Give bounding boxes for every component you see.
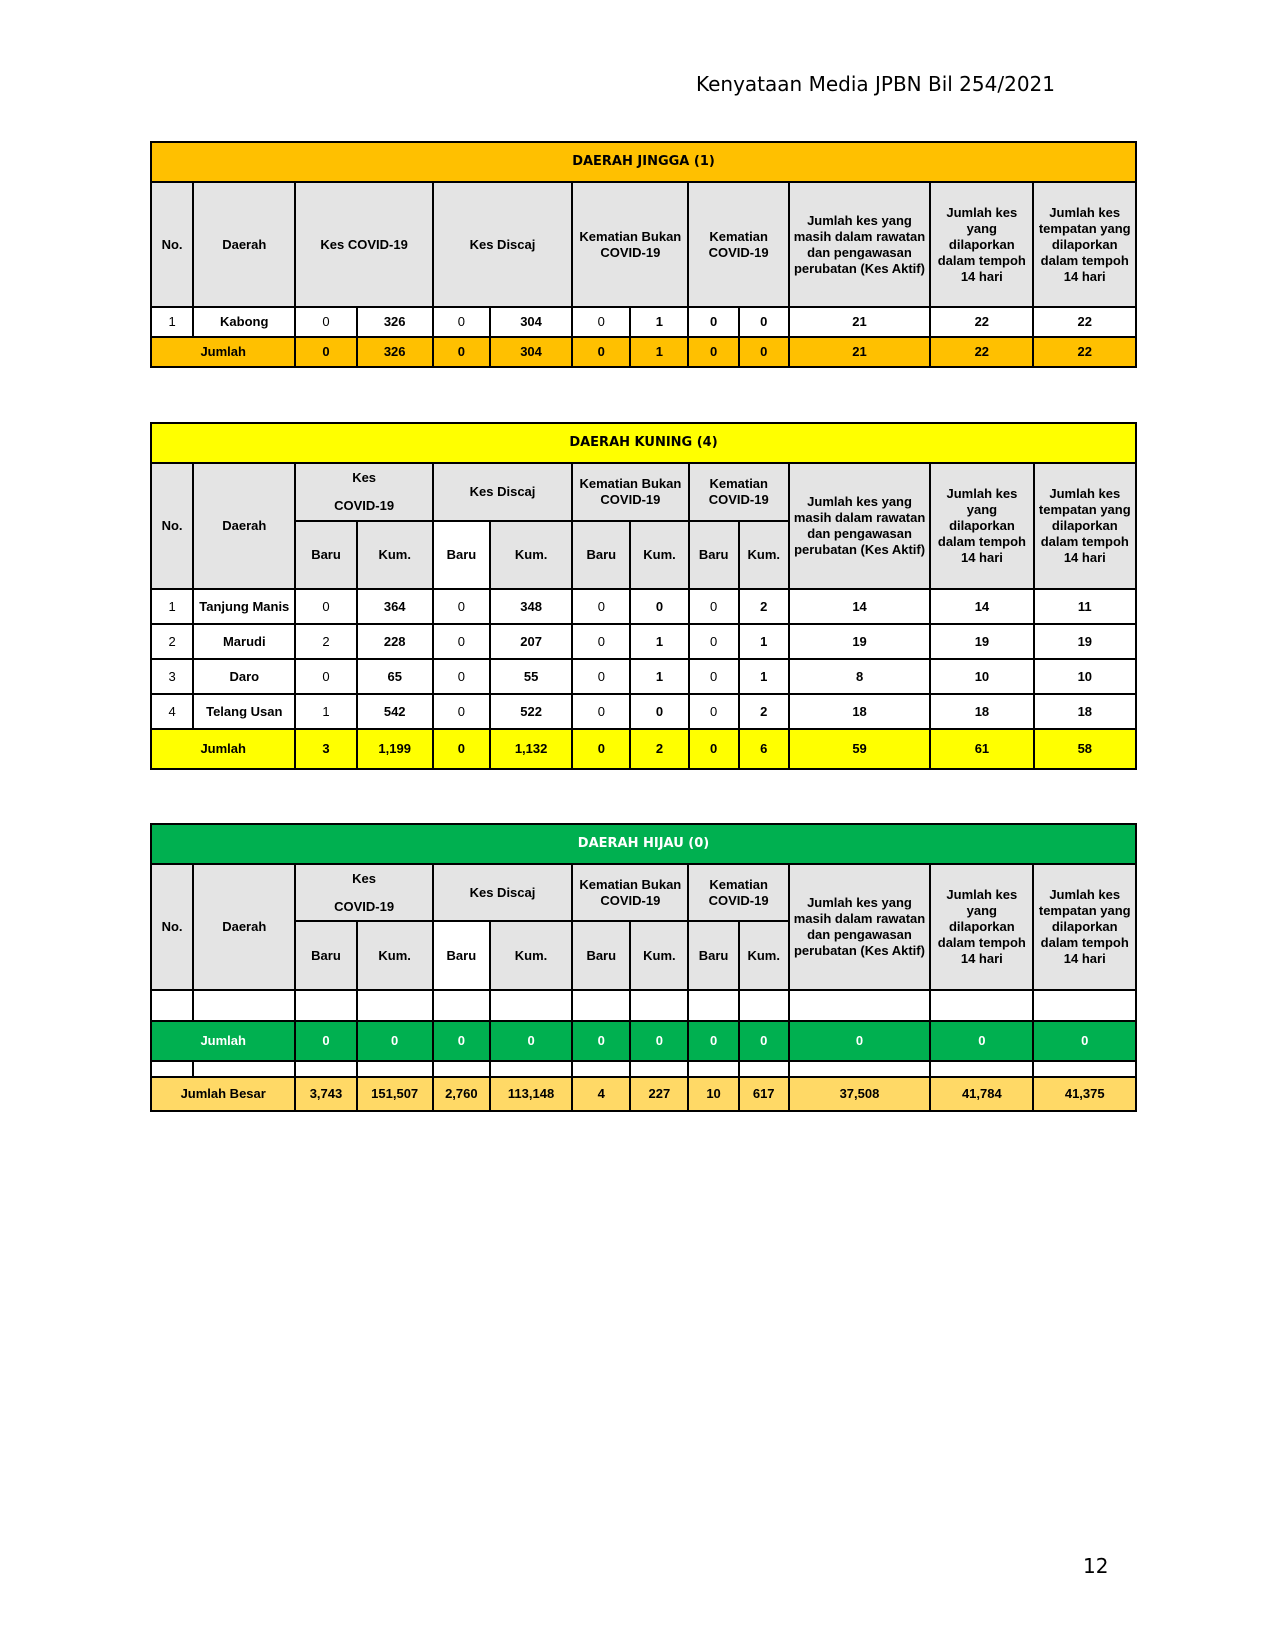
cell-kes-aktif: 8 [789, 659, 930, 694]
cell-daerah: Daro [193, 659, 295, 694]
header-tempatan-14-hari: Jumlah kes tempatan yang dilaporkan dalam tempoh 14 hari [1033, 864, 1136, 990]
cell-dilaporkan: 14 [930, 589, 1033, 624]
header-kum: Kum. [357, 521, 433, 589]
table-row [151, 659, 1136, 694]
cell-discaj-baru: 0 [433, 307, 490, 337]
total-kes-aktif: 21 [789, 337, 930, 367]
page-number: 12 [1083, 1554, 1109, 1578]
grand-kes-kum: 151,507 [357, 1077, 433, 1111]
zone-title: DAERAH JINGGA (1) [151, 142, 1136, 182]
header-kes-aktif: Jumlah kes yang masih dalam rawatan dan pengawasan perubatan (Kes Aktif) [789, 864, 930, 990]
cell-discaj-baru: 0 [433, 624, 490, 659]
header-kes-covid: Kes COVID-19 [295, 182, 432, 307]
total-kes-baru: 0 [295, 337, 356, 367]
cell-kes-kum: 65 [357, 659, 433, 694]
total-kematian-bukan-kum: 0 [630, 1021, 688, 1061]
cell-discaj-baru: 0 [433, 659, 490, 694]
total-kematian-baru: 0 [688, 1021, 738, 1061]
cell-kematian-bukan-kum: 1 [630, 659, 688, 694]
header-dilaporkan-14-hari: Jumlah kes yang dilaporkan dalam tempoh 14 hari [930, 864, 1033, 990]
cell-no: 1 [151, 589, 193, 624]
total-kematian-bukan-baru: 0 [572, 337, 630, 367]
table-row [151, 624, 1136, 659]
header-no: No. [151, 182, 193, 307]
total-kematian-baru: 0 [689, 729, 739, 769]
cell-kematian-bukan-baru: 0 [572, 694, 630, 729]
total-label: Jumlah [151, 729, 295, 769]
total-discaj-baru: 0 [433, 1021, 490, 1061]
cell-kes-baru: 0 [295, 307, 356, 337]
total-kematian-baru: 0 [688, 337, 738, 367]
cell-kes-kum: 228 [357, 624, 433, 659]
total-kes-aktif: 59 [789, 729, 930, 769]
total-dilaporkan: 22 [930, 337, 1033, 367]
header-kematian-covid: Kematian COVID-19 [688, 864, 788, 921]
cell-daerah: Marudi [193, 624, 295, 659]
cell-kematian-baru: 0 [688, 307, 738, 337]
cell-dilaporkan: 18 [930, 694, 1033, 729]
total-kes-baru: 0 [295, 1021, 356, 1061]
total-kematian-kum: 6 [739, 729, 789, 769]
table-row [151, 307, 1136, 337]
cell-kematian-kum: 1 [739, 624, 789, 659]
cell-dilaporkan: 22 [930, 307, 1033, 337]
header-kum: Kum. [630, 921, 688, 990]
cell-tempatan: 22 [1033, 307, 1136, 337]
header-baru: Baru [572, 521, 630, 589]
grand-kes-aktif: 37,508 [789, 1077, 930, 1111]
header-kes-discaj: Kes Discaj [433, 463, 572, 521]
header-kematian-bukan-covid: Kematian Bukan COVID-19 [572, 864, 688, 921]
total-row [151, 1021, 1136, 1061]
cell-kes-kum: 364 [357, 589, 433, 624]
header-kematian-bukan-covid: Kematian Bukan COVID-19 [572, 182, 688, 307]
cell-kematian-baru: 0 [689, 589, 739, 624]
total-kes-kum: 0 [357, 1021, 433, 1061]
document-header: Kenyataan Media JPBN Bil 254/2021 [695, 72, 1055, 96]
header-kes: Kes [352, 870, 377, 886]
cell-kes-baru: 2 [295, 624, 356, 659]
header-kum: Kum. [490, 521, 572, 589]
cell-daerah: Kabong [193, 307, 295, 337]
grand-kematian-bukan-kum: 227 [630, 1077, 688, 1111]
total-kematian-kum: 0 [739, 1021, 789, 1061]
header-daerah: Daerah [193, 182, 295, 307]
cell-discaj-kum: 522 [490, 694, 572, 729]
total-kematian-bukan-baru: 0 [572, 729, 630, 769]
header-kes-aktif: Jumlah kes yang masih dalam rawatan dan pengawasan perubatan (Kes Aktif) [789, 463, 930, 589]
header-dilaporkan-14-hari: Jumlah kes yang dilaporkan dalam tempoh 14 hari [930, 463, 1033, 589]
header-covid19: COVID-19 [334, 498, 395, 513]
cell-no: 3 [151, 659, 193, 694]
header-kum: Kum. [630, 521, 688, 589]
cell-kes-baru: 0 [295, 589, 356, 624]
table-row [151, 694, 1136, 729]
header-kum: Kum. [490, 921, 572, 990]
header-dilaporkan-14-hari: Jumlah kes yang dilaporkan dalam tempoh 14 hari [930, 182, 1033, 307]
cell-discaj-kum: 55 [490, 659, 572, 694]
header-kematian-covid: Kematian COVID-19 [689, 463, 789, 521]
grand-tempatan: 41,375 [1033, 1077, 1136, 1111]
cell-daerah: Tanjung Manis [193, 589, 295, 624]
total-kes-aktif: 0 [789, 1021, 930, 1061]
cell-kematian-kum: 2 [739, 589, 789, 624]
table-daerah-jingga [150, 141, 1137, 368]
header-kum: Kum. [357, 921, 433, 990]
total-kes-kum: 1,199 [357, 729, 433, 769]
header-daerah: Daerah [193, 864, 295, 990]
cell-kematian-bukan-kum: 0 [630, 589, 688, 624]
total-kematian-bukan-kum: 2 [630, 729, 688, 769]
grand-kes-baru: 3,743 [295, 1077, 356, 1111]
header-baru: Baru [689, 521, 739, 589]
table-daerah-hijau [150, 823, 1137, 1112]
grand-total-row [151, 1077, 1136, 1111]
header-baru: Baru [433, 521, 490, 589]
cell-kes-kum: 542 [357, 694, 433, 729]
cell-kematian-kum: 1 [739, 659, 789, 694]
grand-kematian-baru: 10 [688, 1077, 738, 1111]
total-label: Jumlah [151, 337, 295, 367]
header-no: No. [151, 463, 193, 589]
total-discaj-baru: 0 [433, 729, 490, 769]
total-label: Jumlah [151, 1021, 295, 1061]
zone-title: DAERAH KUNING (4) [151, 423, 1136, 463]
total-tempatan: 58 [1034, 729, 1136, 769]
grand-discaj-baru: 2,760 [433, 1077, 490, 1111]
cell-kematian-baru: 0 [689, 624, 739, 659]
header-kes-discaj: Kes Discaj [433, 182, 572, 307]
cell-no: 4 [151, 694, 193, 729]
header-baru: Baru [688, 921, 738, 990]
table-row [151, 589, 1136, 624]
total-discaj-kum: 304 [490, 337, 572, 367]
total-kematian-bukan-baru: 0 [572, 1021, 630, 1061]
total-row [151, 729, 1136, 769]
cell-tempatan: 11 [1034, 589, 1136, 624]
header-covid19: COVID-19 [334, 898, 395, 914]
header-kes-covid [295, 864, 432, 921]
header-daerah: Daerah [193, 463, 295, 589]
cell-discaj-kum: 348 [490, 589, 572, 624]
header-kematian-bukan-covid: Kematian Bukan COVID-19 [572, 463, 688, 521]
cell-dilaporkan: 10 [930, 659, 1033, 694]
empty-row [151, 990, 1136, 1021]
cell-tempatan: 18 [1034, 694, 1136, 729]
header-kes-aktif: Jumlah kes yang masih dalam rawatan dan pengawasan perubatan (Kes Aktif) [789, 182, 930, 307]
grand-kematian-kum: 617 [739, 1077, 789, 1111]
header-kematian-covid: Kematian COVID-19 [688, 182, 788, 307]
zone-title: DAERAH HIJAU (0) [151, 824, 1136, 864]
cell-kes-aktif: 18 [789, 694, 930, 729]
header-baru: Baru [295, 921, 356, 990]
total-kematian-kum: 0 [739, 337, 789, 367]
total-discaj-kum: 1,132 [490, 729, 572, 769]
cell-discaj-kum: 304 [490, 307, 572, 337]
header-kes-covid [295, 463, 432, 521]
header-kes: Kes [352, 470, 377, 485]
header-baru: Baru [295, 521, 356, 589]
header-no: No. [151, 864, 193, 990]
total-tempatan: 22 [1033, 337, 1136, 367]
total-kes-baru: 3 [295, 729, 356, 769]
cell-kematian-bukan-kum: 1 [630, 624, 688, 659]
grand-dilaporkan: 41,784 [930, 1077, 1033, 1111]
cell-kematian-bukan-baru: 0 [572, 624, 630, 659]
grand-total-label: Jumlah Besar [151, 1077, 295, 1111]
total-kematian-bukan-kum: 1 [630, 337, 688, 367]
table-daerah-kuning [150, 422, 1137, 770]
cell-kematian-kum: 0 [739, 307, 789, 337]
cell-kes-aktif: 21 [789, 307, 930, 337]
grand-kematian-bukan-baru: 4 [572, 1077, 630, 1111]
total-tempatan: 0 [1033, 1021, 1136, 1061]
header-kum: Kum. [739, 921, 789, 990]
cell-tempatan: 19 [1034, 624, 1136, 659]
total-discaj-kum: 0 [490, 1021, 572, 1061]
grand-discaj-kum: 113,148 [490, 1077, 572, 1111]
total-kes-kum: 326 [357, 337, 433, 367]
cell-kematian-bukan-baru: 0 [572, 659, 630, 694]
header-tempatan-14-hari: Jumlah kes tempatan yang dilaporkan dalam tempoh 14 hari [1034, 463, 1136, 589]
total-row [151, 337, 1136, 367]
cell-kes-aktif: 19 [789, 624, 930, 659]
total-dilaporkan: 0 [930, 1021, 1033, 1061]
cell-kematian-bukan-kum: 0 [630, 694, 688, 729]
header-kes-discaj: Kes Discaj [433, 864, 572, 921]
cell-kematian-baru: 0 [689, 659, 739, 694]
total-discaj-baru: 0 [433, 337, 490, 367]
cell-discaj-kum: 207 [490, 624, 572, 659]
total-dilaporkan: 61 [930, 729, 1033, 769]
header-kum: Kum. [739, 521, 789, 589]
cell-discaj-baru: 0 [433, 589, 490, 624]
cell-kes-baru: 1 [295, 694, 356, 729]
cell-kematian-kum: 2 [739, 694, 789, 729]
cell-no: 1 [151, 307, 193, 337]
header-baru: Baru [572, 921, 630, 990]
cell-dilaporkan: 19 [930, 624, 1033, 659]
cell-kematian-bukan-kum: 1 [630, 307, 688, 337]
header-baru: Baru [433, 921, 490, 990]
cell-daerah: Telang Usan [193, 694, 295, 729]
cell-kes-kum: 326 [357, 307, 433, 337]
cell-tempatan: 10 [1034, 659, 1136, 694]
cell-kematian-bukan-baru: 0 [572, 307, 630, 337]
cell-kes-aktif: 14 [789, 589, 930, 624]
cell-kematian-bukan-baru: 0 [572, 589, 630, 624]
header-tempatan-14-hari: Jumlah kes tempatan yang dilaporkan dalam tempoh 14 hari [1033, 182, 1136, 307]
cell-kes-baru: 0 [295, 659, 356, 694]
cell-kematian-baru: 0 [689, 694, 739, 729]
cell-discaj-baru: 0 [433, 694, 490, 729]
cell-no: 2 [151, 624, 193, 659]
